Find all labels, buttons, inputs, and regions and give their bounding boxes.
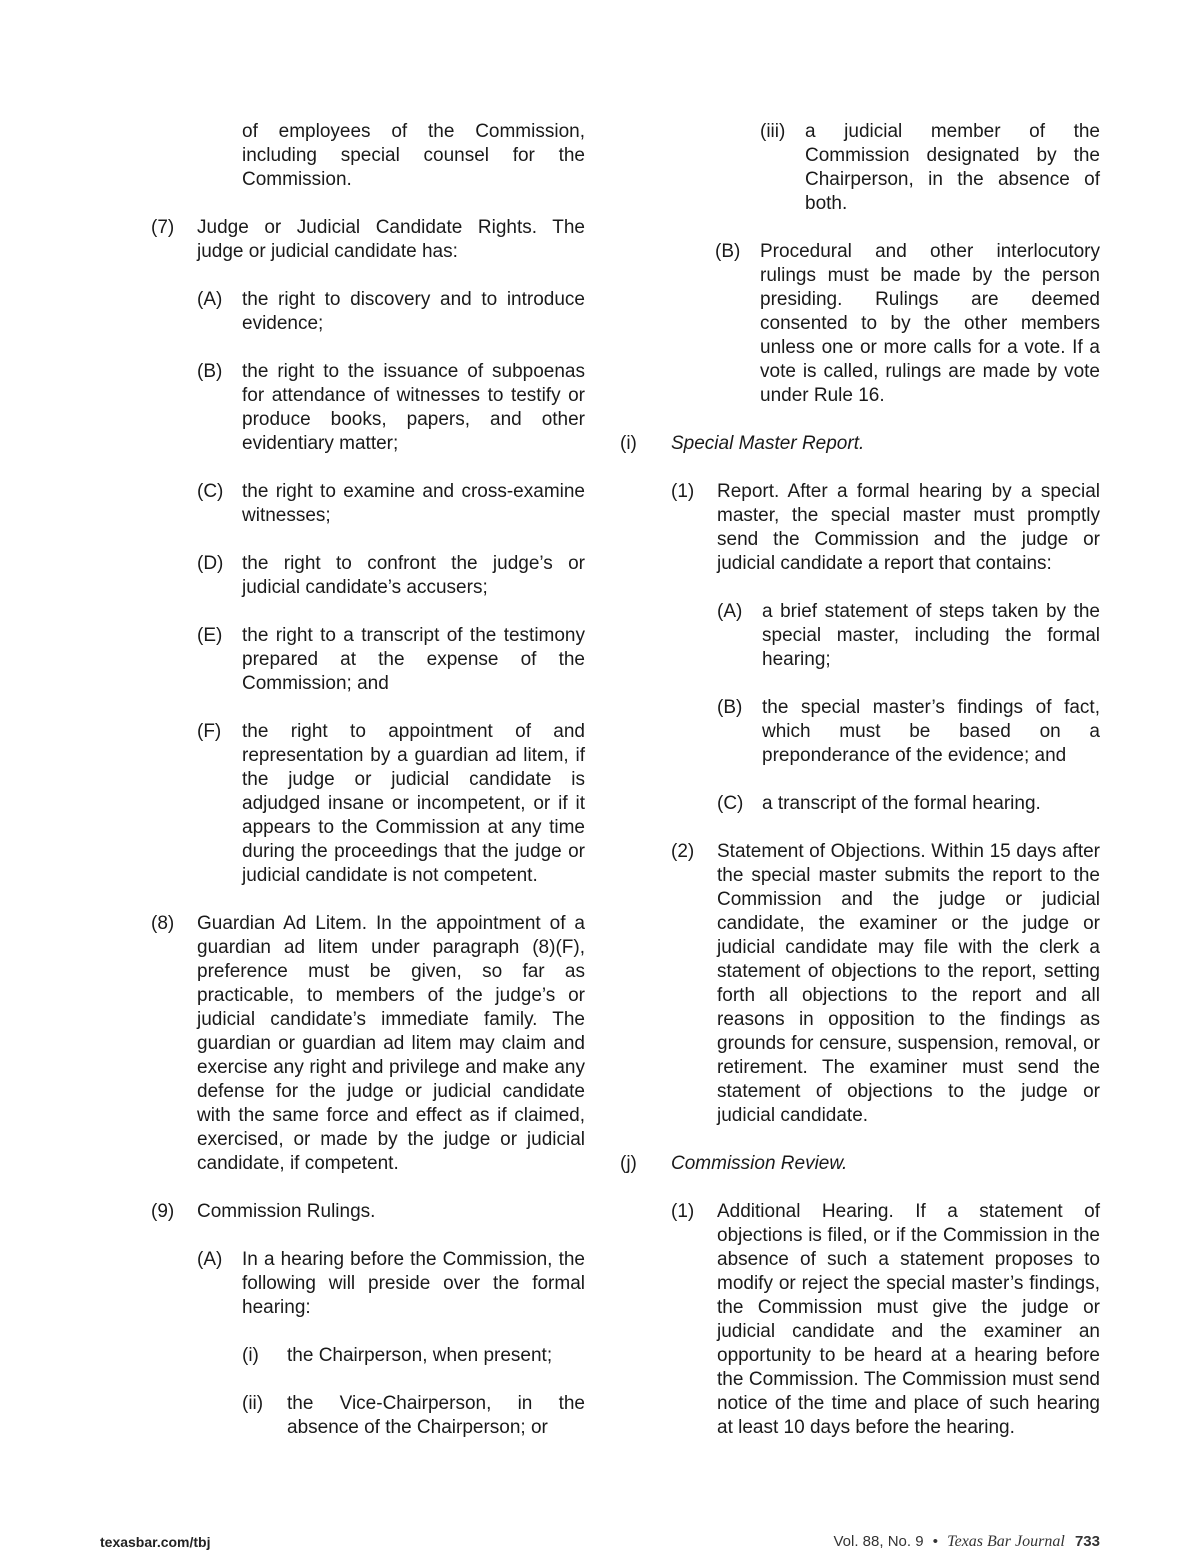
section-label: (i): [620, 433, 637, 454]
paragraph-label: (ii): [242, 1393, 264, 1414]
paragraph-i-1a: [717, 600, 1100, 672]
paragraph-label: (A): [717, 601, 743, 622]
left-column: [105, 120, 585, 1464]
paragraph-label: (B): [197, 361, 223, 382]
paragraph-7a: [197, 288, 585, 336]
paragraph-7c: [197, 480, 585, 528]
paragraph-text: a judicial member of the Commission designated by the Chairperson, in the absence of both.: [805, 121, 1100, 214]
paragraph-text: the Vice-Chairperson, in the absence of the Chairperson; or: [287, 1393, 585, 1438]
paragraph-text: Statement of Objections. Within 15 days after the special master submits the report to the Commission and the judge or judicial candidate, the examiner or the judge or judicial candidate may file with the clerk a statement of objections to the report, setting forth all objections to the report and all reasons in opposition to the findings as grounds for censure, suspension, removal, or retirement. The examiner must send the statement of objections to the judge or judicial candidate.: [717, 841, 1100, 1126]
paragraph-text: the right to discovery and to introduce evidence;: [242, 289, 585, 334]
paragraph-7d: [197, 552, 585, 600]
paragraph-i-1: [671, 480, 1100, 576]
paragraph-label: (i): [242, 1345, 259, 1366]
paragraph-i-1c: [717, 792, 1100, 816]
paragraph-text: Commission Rulings.: [197, 1201, 376, 1222]
paragraph-text: Additional Hearing. If a statement of objections is filed, or if the Commission in the absence of such a statement proposes to modify or reject the special master’s findings, the Commission must give the judge or judicial candidate and the examiner an opportunity to be heard at a hearing before the Commission. The Commission must send notice of the time and place of such hearing at least 10 days before the hearing.: [717, 1201, 1100, 1438]
right-column: [620, 120, 1100, 1464]
paragraph-text: Guardian Ad Litem. In the appointment of a guardian ad litem under paragraph (8)(F), preference must be given, so far as practicable, to members of the judge’s or judicial candidate’s immediate family. The guardian or guardian ad litem may claim and exercise any right and privilege and make any defense for the judge or judicial candidate with the same force and effect as if claimed, exercised, or made by the judge or judicial candidate, if competent.: [197, 913, 585, 1174]
section-label: (j): [620, 1153, 637, 1174]
footer-volume: Vol. 88, No. 9: [833, 1533, 924, 1550]
paragraph-text: Report. After a formal hearing by a special master, the special master must promptly send the Commission and the judge or judicial candidate a report that contains:: [717, 481, 1100, 574]
section-title: Commission Review.: [671, 1153, 848, 1174]
paragraph-text: the right to a transcript of the testimony prepared at the expense of the Commission; and: [242, 625, 585, 694]
section-j-heading: [620, 1152, 1100, 1176]
paragraph-9a-iii: [760, 120, 1100, 216]
paragraph-text: Procedural and other interlocutory rulings must be made by the person presiding. Rulings are deemed consented to by the other members unless one or more calls for a vote. If a vote is called, rulings are made by vote under Rule 16.: [760, 241, 1100, 406]
paragraph-text: the right to confront the judge’s or judicial candidate’s accusers;: [242, 553, 585, 598]
paragraph-label: (A): [197, 289, 223, 310]
paragraph-9: [151, 1200, 585, 1224]
paragraph-text: a brief statement of steps taken by the special master, including the formal hearing;: [762, 601, 1100, 670]
paragraph-label: (E): [197, 625, 223, 646]
paragraph-9b: [715, 240, 1100, 408]
paragraph-label: (1): [671, 481, 695, 502]
section-title: Special Master Report.: [671, 433, 865, 454]
paragraph-j-1: [671, 1200, 1100, 1440]
paragraph-label: (B): [717, 697, 743, 718]
paragraph-i-2: [671, 840, 1100, 1128]
footer-website: texasbar.com/tbj: [100, 1534, 211, 1550]
paragraph-text: In a hearing before the Commission, the following will preside over the formal hearing:: [242, 1249, 585, 1318]
paragraph-9a-i: [242, 1344, 585, 1368]
paragraph-label: (B): [715, 241, 741, 262]
paragraph-7: [151, 216, 585, 264]
paragraph-label: (D): [197, 553, 224, 574]
paragraph-label: (F): [197, 721, 222, 742]
paragraph-label: (7): [151, 217, 175, 238]
paragraph-7e: [197, 624, 585, 696]
paragraph-label: (A): [197, 1249, 223, 1270]
paragraph-label: (8): [151, 913, 175, 934]
continued-text: of employees of the Commission, including special counsel for the Commission.: [242, 121, 585, 190]
footer-journal-name: Texas Bar Journal: [947, 1533, 1065, 1550]
footer-citation: [833, 1533, 1100, 1551]
paragraph-label: (C): [717, 793, 744, 814]
footer-bullet: •: [932, 1533, 938, 1550]
paragraph-7b: [197, 360, 585, 456]
paragraph-text: the right to appointment of and representation by a guardian ad litem, if the judge or judicial candidate is adjudged insane or incompetent, or if it appears to the Commission at any time during the proceedings that the judge or judicial candidate is not competent.: [242, 721, 585, 886]
paragraph-label: (1): [671, 1201, 695, 1222]
paragraph-text: Judge or Judicial Candidate Rights. The judge or judicial candidate has:: [197, 217, 585, 262]
paragraph-i-1b: [717, 696, 1100, 768]
paragraph-text: the special master’s findings of fact, which must be based on a preponderance of the evidence; and: [762, 697, 1100, 766]
paragraph-label: (C): [197, 481, 224, 502]
paragraph-7f: [197, 720, 585, 888]
paragraph-text: the right to the issuance of subpoenas for attendance of witnesses to testify or produce books, papers, and other evidentiary matter;: [242, 361, 585, 454]
paragraph-text: a transcript of the formal hearing.: [762, 793, 1041, 814]
paragraph-label: (9): [151, 1201, 175, 1222]
section-i-heading: [620, 432, 1100, 456]
paragraph-9a: [197, 1248, 585, 1320]
paragraph-text: the Chairperson, when present;: [287, 1345, 553, 1366]
paragraph-label: (iii): [760, 121, 786, 142]
paragraph-text: the right to examine and cross-examine witnesses;: [242, 481, 585, 526]
paragraph-label: (2): [671, 841, 695, 862]
page-number: 733: [1074, 1533, 1100, 1550]
paragraph-8: [151, 912, 585, 1176]
paragraph-9a-ii: [242, 1392, 585, 1440]
